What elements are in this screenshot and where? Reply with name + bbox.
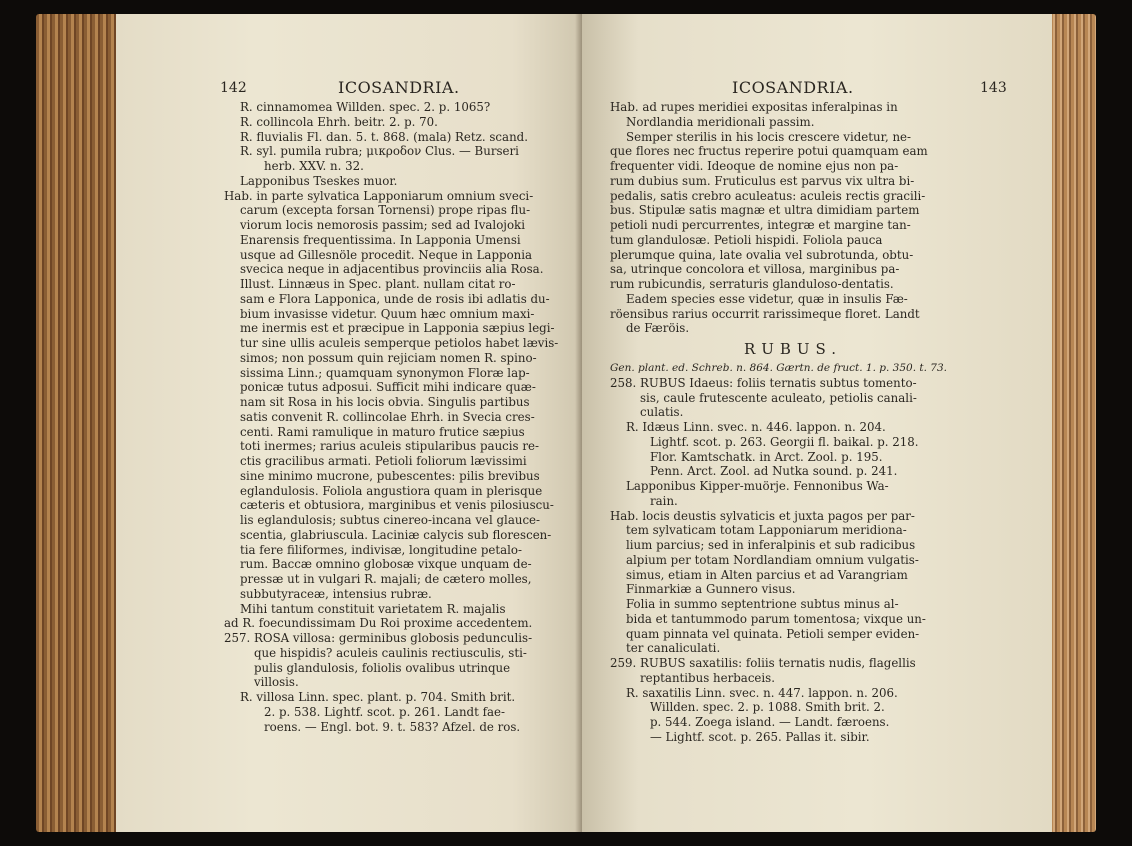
text-line: Lapponibus Kipper-muörje. Fennonibus Wa- [626, 479, 889, 493]
text-line: 258. RUBUS Idaeus: foliis ternatis subtus tomento- [610, 375, 917, 390]
right-text-top [610, 100, 976, 336]
text-line: culatis. [640, 405, 684, 420]
text-line: que hispidis? aculeis caulinis rectiusculis, sti- [254, 645, 527, 660]
text-line: roens. — Engl. bot. 9. t. 583? Afzel. de ros. [264, 719, 521, 734]
text-line: ad R. foecundissimam Du Roi proxime accedentem. [224, 616, 533, 631]
text-line: rum dubius sum. Fruticulus est parvus vix ultra bi- [610, 173, 915, 188]
text-line: R. syl. pumila rubra; μικροδον Clus. — Burseri [240, 144, 519, 159]
text-line: R. Idæus Linn. svec. n. 446. lappon. n. 204. [626, 420, 886, 434]
text-line: quam pinnata vel quinata. Petioli semper eviden- [626, 626, 920, 641]
text-line: sissima Linn.; quamquam synonymon Floræ lap- [240, 365, 530, 380]
text-line: me inermis est et præcipue in Lapponia sæpius legi- [240, 321, 555, 336]
text-line: svecica neque in adjacentibus provinciis alia Rosa. [240, 262, 544, 277]
text-line: sis, caule frutescente aculeato, petiolis canali- [640, 390, 917, 405]
text-line: röensibus rarius occurrit rarissimeque floret. Landt [610, 306, 920, 321]
text-line: scentia, glabriuscula. Laciniæ calycis sub florescen- [240, 527, 552, 542]
text-line: lium parcius; sed in inferalpinis et sub radicibus [626, 538, 916, 552]
right-page-number: 143 [980, 80, 1007, 96]
page-edges-right [1050, 14, 1096, 832]
text-line: simos; non possum quin rejiciam nomen R. spino- [240, 350, 537, 365]
text-line: R. saxatilis Linn. svec. n. 447. lappon. n. 206. [626, 685, 898, 700]
text-line: Mihi tantum constituit varietatem R. majalis [240, 601, 506, 616]
text-line: ctis gracilibus armati. Petioli foliorum lævissimi [240, 454, 527, 468]
text-line: satis convenit R. collincolae Ehrh. in Svecia cres- [240, 409, 535, 424]
text-line: de Færöis. [626, 321, 690, 336]
section-heading-rubus: RUBUS. [743, 340, 843, 358]
text-line: bida et tantummodo parum tomentosa; vixque un- [626, 611, 926, 626]
text-line: ter canaliculati. [626, 641, 721, 656]
text-line: cæteris et obtusiora, marginibus et venis pilosiuscu- [240, 498, 554, 513]
text-line: ponicæ tutus adposui. Sufficit mihi indicare quæ- [240, 380, 536, 395]
text-line: subbutyraceæ, intensius rubræ. [240, 586, 432, 601]
text-line: Hab. ad rupes meridiei expositas inferalpinas in [610, 100, 898, 114]
text-line: tur sine ullis aculeis semperque petiolos habet lævis- [240, 336, 559, 350]
right-text-bottom [610, 376, 976, 745]
text-line: bus. Stipulæ satis magnæ et ultra dimidiam partem [610, 203, 920, 218]
text-line: rum rubicundis, serraturis glanduloso-dentatis. [610, 277, 894, 291]
page-edges-left [36, 14, 118, 832]
text-line: frequenter vidi. Ideoque de nomine ejus non pa- [610, 159, 899, 173]
text-line: Flor. Kamtschatk. in Arct. Zool. p. 195. [650, 449, 883, 464]
genus-reference: Gen. plant. ed. Schreb. n. 864. Gærtn. de fruct. 1. p. 350. t. 73. [610, 362, 947, 374]
text-line: sam e Flora Lapponica, unde de rosis ibi adlatis du- [240, 291, 550, 306]
text-line: nam sit Rosa in his locis obvia. Singulis partibus [240, 395, 530, 409]
text-line: Eadem species esse videtur, quæ in insulis Fæ- [626, 291, 908, 306]
text-line: p. 544. Zoega island. — Landt. færoens. [650, 715, 890, 729]
text-line: eglandulosis. Foliola angustiora quam in plerisque [240, 483, 543, 498]
text-line: simus, etiam in Alten parcius et ad Varangriam [626, 567, 908, 582]
right-page-header: ICOSANDRIA. [732, 78, 854, 97]
text-line: 257. ROSA villosa: germinibus globosis pedunculis- [224, 631, 533, 645]
text-line: Enarensis frequentissima. In Lapponia Umensi [240, 232, 521, 247]
text-line: carum (excepta forsan Tornensi) prope ripas flu- [240, 203, 531, 218]
text-line: herb. XXV. n. 32. [264, 159, 364, 173]
text-line: lis eglandulosis; subtus cinereo-incana vel glauce- [240, 513, 541, 527]
text-line: petioli nudi percurrentes, integræ et margine tan- [610, 218, 911, 232]
text-line: pulis glandulosis, foliolis ovalibus utrinque [254, 660, 511, 675]
right-page-text [610, 100, 976, 745]
left-page-header: ICOSANDRIA. [338, 78, 460, 97]
right-page [582, 14, 1052, 832]
text-line: reptantibus herbaceis. [640, 670, 775, 685]
text-line: Willden. spec. 2. p. 1088. Smith brit. 2. [650, 700, 885, 715]
text-line: alpium per totam Nordlandiam omnium vulgatis- [626, 552, 919, 567]
text-line: toti inermes; rarius aculeis stipularibus paucis re- [240, 439, 539, 454]
text-line: 259. RUBUS saxatilis: foliis ternatis nudis, flagellis [610, 656, 916, 670]
text-line: tia fere filiformes, indivisæ, longitudine petalo- [240, 542, 522, 557]
text-line: sa, utrinque concolora et villosa, marginibus pa- [610, 262, 900, 277]
text-line: R. cinnamomea Willden. spec. 2. p. 1065? [240, 100, 491, 114]
text-line: Hab. locis deustis sylvaticis et juxta pagos per par- [610, 508, 915, 523]
text-line: rain. [650, 493, 678, 508]
text-line: sine minimo mucrone, pubescentes: pilis brevibus [240, 468, 540, 483]
text-line: 2. p. 538. Lightf. scot. p. 261. Landt fae- [264, 704, 505, 719]
text-line: centi. Rami ramulique in maturo frutice sæpius [240, 424, 525, 439]
text-line: rum. Baccæ omnino globosæ vixque unquam de- [240, 557, 532, 572]
text-line: Lapponibus Tseskes muor. [240, 173, 398, 188]
text-line: Hab. in parte sylvatica Lapponiarum omnium sveci- [224, 188, 534, 203]
text-line: viorum locis nemorosis passim; sed ad Ivalojoki [240, 218, 525, 232]
text-line: R. villosa Linn. spec. plant. p. 704. Smith brit. [240, 690, 516, 704]
text-line: pedalis, satis crebro aculeatus: aculeis rectis gracili- [610, 188, 926, 203]
left-page-text [224, 100, 564, 734]
text-line: que flores nec fructus reperire potui quamquam eam [610, 144, 928, 159]
text-line: Folia in summo septentrione subtus minus al- [626, 597, 899, 611]
text-line: — Lightf. scot. p. 265. Pallas it. sibir. [650, 729, 870, 744]
text-line: villosis. [254, 675, 299, 690]
text-line: pressæ ut in vulgari R. majali; de cætero molles, [240, 572, 532, 586]
text-line: R. fluvialis Fl. dan. 5. t. 868. (mala) Retz. scand. [240, 129, 528, 144]
text-line: Semper sterilis in his locis crescere videtur, ne- [626, 129, 912, 144]
text-line: Lightf. scot. p. 263. Georgii fl. baikal. p. 218. [650, 434, 919, 449]
text-line: Penn. Arct. Zool. ad Nutka sound. p. 241. [650, 464, 898, 479]
text-line: plerumque quina, late ovalia vel subrotunda, obtu- [610, 247, 914, 262]
text-line: usque ad Gillesnöle procedit. Neque in Lapponia [240, 247, 533, 262]
text-line: tum glandulosæ. Petioli hispidi. Foliola pauca [610, 232, 883, 247]
text-line: tem sylvaticam totam Lapponiarum meridiona- [626, 523, 907, 538]
text-line: Nordlandia meridionali passim. [626, 114, 815, 129]
text-line: R. collincola Ehrh. beitr. 2. p. 70. [240, 114, 438, 129]
left-page-number: 142 [220, 80, 247, 96]
text-line: Illust. Linnæus in Spec. plant. nullam citat ro- [240, 277, 516, 291]
text-line: Finmarkiæ a Gunnero visus. [626, 582, 796, 597]
text-line: bium invasisse videtur. Quum hæc omnium maxi- [240, 306, 535, 321]
left-page [116, 14, 582, 832]
